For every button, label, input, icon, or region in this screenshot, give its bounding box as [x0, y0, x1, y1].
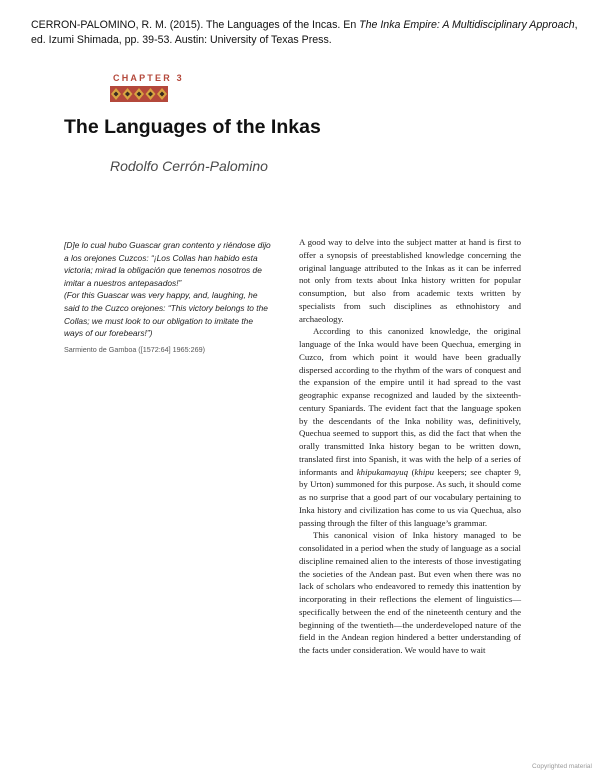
diamond-ornament-icon	[110, 86, 168, 102]
body-text	[299, 236, 521, 657]
epigraph	[64, 239, 274, 356]
citation-text-end: , ed. Izumi Shimada, pp. 39-53. Austin: University of Texas Press.	[31, 19, 578, 46]
chapter-label: CHAPTER 3	[113, 73, 184, 83]
paragraph-2-text-a: According to this canonized knowledge, the original language of the Inka would have been Quechua, emerging in Cuzco, from which point it would have been gradually dispersed according to the rhythm of the wars of conquest and the expansion of the empire until it had spread to the vast geographic expanse recognized and lauded by the sixteenth-century Spaniards. The evident fact that the language spoken by the descendants of the Inka nobility was, definitively, Quechua seemed to support this, as did the fact that when the orally transmitted Inka history began to be written down, translated first into Spanish, it was with the help of a series of informants and	[299, 326, 521, 477]
epigraph-source: Sarmiento de Gamboa ([1572:64] 1965:269)	[64, 344, 206, 354]
epigraph-spanish: [D]e lo cual hubo Guascar gran contento y riéndose dijo a los orejones Cuzcos: “¡Los Collas han habido esta victoria; mirad la obligación que tenemos nosotros de imitar a nuestros antepasados!”	[64, 240, 271, 288]
epigraph-english: (For this Guascar was very happy, and, laughing, he said to the Cuzco orejones: “This victory belongs to the Collas; we must look to our obligation to imitate the ways of our forebears!”)	[64, 290, 268, 339]
citation-header	[31, 18, 581, 48]
paragraph-3: This canonical vision of Inka history managed to be consolidated in a period when the study of language as a social discipline remained alien to the interests of those investigating the societies of the Andean past. But even when there was no lack of scholars who endeavored to remedy this inattention by incorporating in their reflections the element of linguistics—specifically between the end of the nineteenth century and the beginning of the twentieth—the underdeveloped nature of the field in the Andean region hindered a better understanding of the facts under consideration. We would have to wait	[299, 530, 521, 655]
citation-book-title: The Inka Empire: A Multidisciplinary Approach	[359, 19, 575, 31]
chapter-title: The Languages of the Inkas	[64, 116, 321, 138]
paragraph-2-text-c: keepers; see chapter 9, by Urton) summoned for this purpose. As such, it should come as no surprise that a good part of our vocabulary pertaining to Inka history and civilization has come to us via Quechua, also passing through the filter of this language’s grammar.	[299, 466, 521, 528]
paragraph-1: A good way to delve into the subject matter at hand is first to offer a synopsis of preestablished knowledge concerning the original language attributed to the Inkas as it can be inferred not only from texts about Inka history written for popular consumption, but also from academic texts written by specialists from such disciplines as ethnohistory and archaeology.	[299, 237, 521, 324]
author-name: Rodolfo Cerrón-Palomino	[110, 158, 268, 174]
term-khipukamayuq: khipukamayuq	[356, 466, 409, 477]
citation-text-start: CERRON-PALOMINO, R. M. (2015). The Languages of the Incas. En	[31, 19, 360, 31]
term-khipu: khipu	[414, 466, 435, 477]
paragraph-2-text-b: (	[408, 466, 415, 477]
copyright-notice: Copyrighted material	[532, 763, 592, 770]
paragraph-2	[299, 325, 521, 529]
